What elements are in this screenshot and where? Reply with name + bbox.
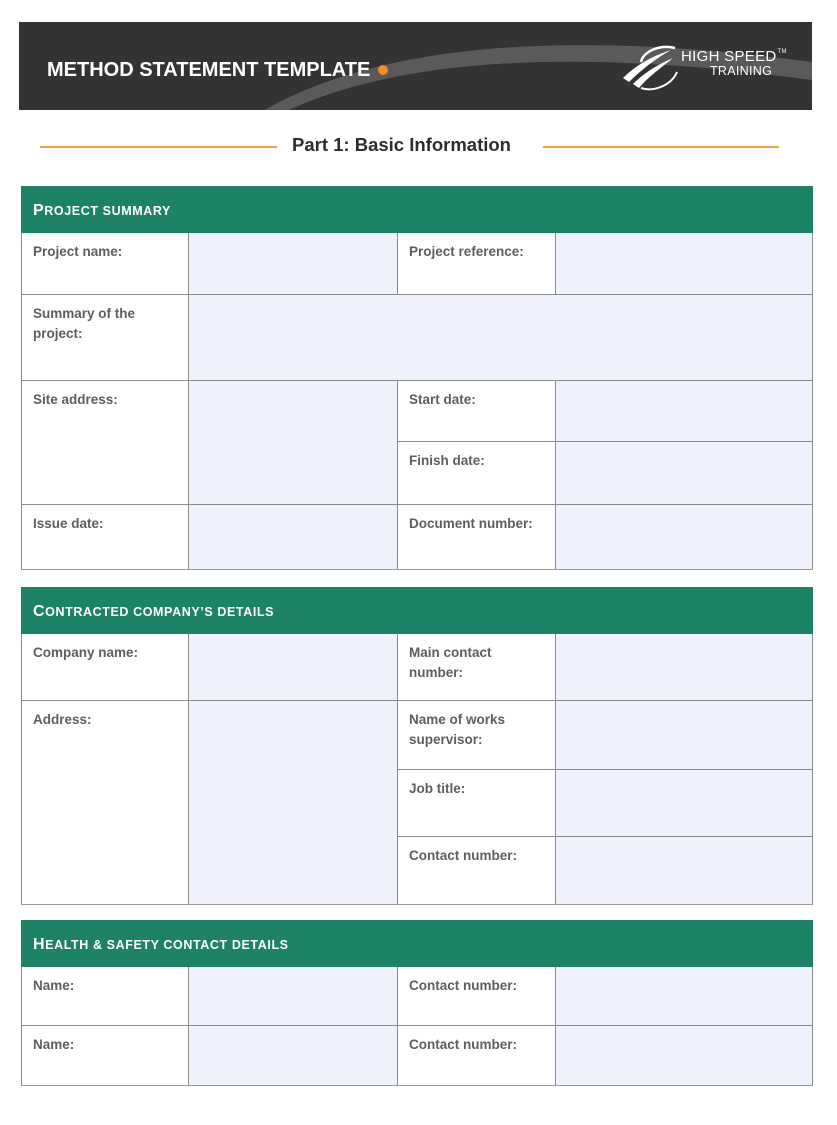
finish-date-label: Finish date:: [398, 442, 556, 505]
works-supervisor-label: Name of works supervisor:: [398, 701, 556, 770]
start-date-label: Start date:: [398, 381, 556, 442]
address-label: Address:: [22, 701, 189, 904]
part-heading: [0, 131, 837, 161]
hs-name-field-2[interactable]: [189, 1026, 398, 1085]
company-name-field[interactable]: [189, 634, 398, 701]
project-name-label: Project name:: [22, 233, 189, 295]
hs-contact-field-1[interactable]: [556, 967, 812, 1026]
summary-field[interactable]: [189, 295, 812, 381]
site-address-label: Site address:: [22, 381, 189, 505]
section-health-safety: [21, 920, 813, 1086]
hs-contact-label-2: Contact number:: [398, 1026, 556, 1085]
project-summary-grid: [21, 233, 813, 570]
document-number-field[interactable]: [556, 505, 812, 569]
summary-label: Summary of the project:: [22, 295, 189, 381]
main-contact-number-label: Main contact number:: [398, 634, 556, 701]
health-safety-grid: [21, 967, 813, 1086]
orange-dot-icon: [378, 65, 388, 75]
works-supervisor-field[interactable]: [556, 701, 812, 770]
section-header: HEALTH & SAFETY CONTACT DETAILS: [21, 920, 813, 967]
divider-left: [40, 146, 277, 148]
project-reference-field[interactable]: [556, 233, 812, 295]
company-name-label: Company name:: [22, 634, 189, 701]
contact-number-label: Contact number:: [398, 837, 556, 904]
project-name-field[interactable]: [189, 233, 398, 295]
document-title: METHOD STATEMENT TEMPLATE: [47, 59, 388, 82]
high-speed-training-logo: HIGH SPEED™ TRAINING: [619, 42, 799, 92]
address-field[interactable]: [189, 701, 398, 904]
hs-contact-field-2[interactable]: [556, 1026, 812, 1085]
section-contracted-company: [21, 587, 813, 905]
document-number-label: Document number:: [398, 505, 556, 569]
section-project-summary: [21, 186, 813, 570]
issue-date-field[interactable]: [189, 505, 398, 569]
job-title-label: Job title:: [398, 770, 556, 837]
section-header: PROJECT SUMMARY: [21, 186, 813, 233]
project-reference-label: Project reference:: [398, 233, 556, 295]
contracted-company-grid: [21, 634, 813, 905]
finish-date-field[interactable]: [556, 442, 812, 505]
issue-date-label: Issue date:: [22, 505, 189, 569]
divider-right: [543, 146, 779, 148]
hs-name-label-1: Name:: [22, 967, 189, 1026]
hs-contact-label-1: Contact number:: [398, 967, 556, 1026]
high-speed-training-swoosh-icon: [619, 42, 681, 92]
part-title: Part 1: Basic Information: [292, 134, 511, 155]
site-address-field[interactable]: [189, 381, 398, 505]
start-date-field[interactable]: [556, 381, 812, 442]
contact-number-field[interactable]: [556, 837, 812, 904]
header-banner: [19, 22, 812, 110]
section-header: CONTRACTED COMPANY’S DETAILS: [21, 587, 813, 634]
hs-name-field-1[interactable]: [189, 967, 398, 1026]
hs-name-label-2: Name:: [22, 1026, 189, 1085]
job-title-field[interactable]: [556, 770, 812, 837]
main-contact-number-field[interactable]: [556, 634, 812, 701]
